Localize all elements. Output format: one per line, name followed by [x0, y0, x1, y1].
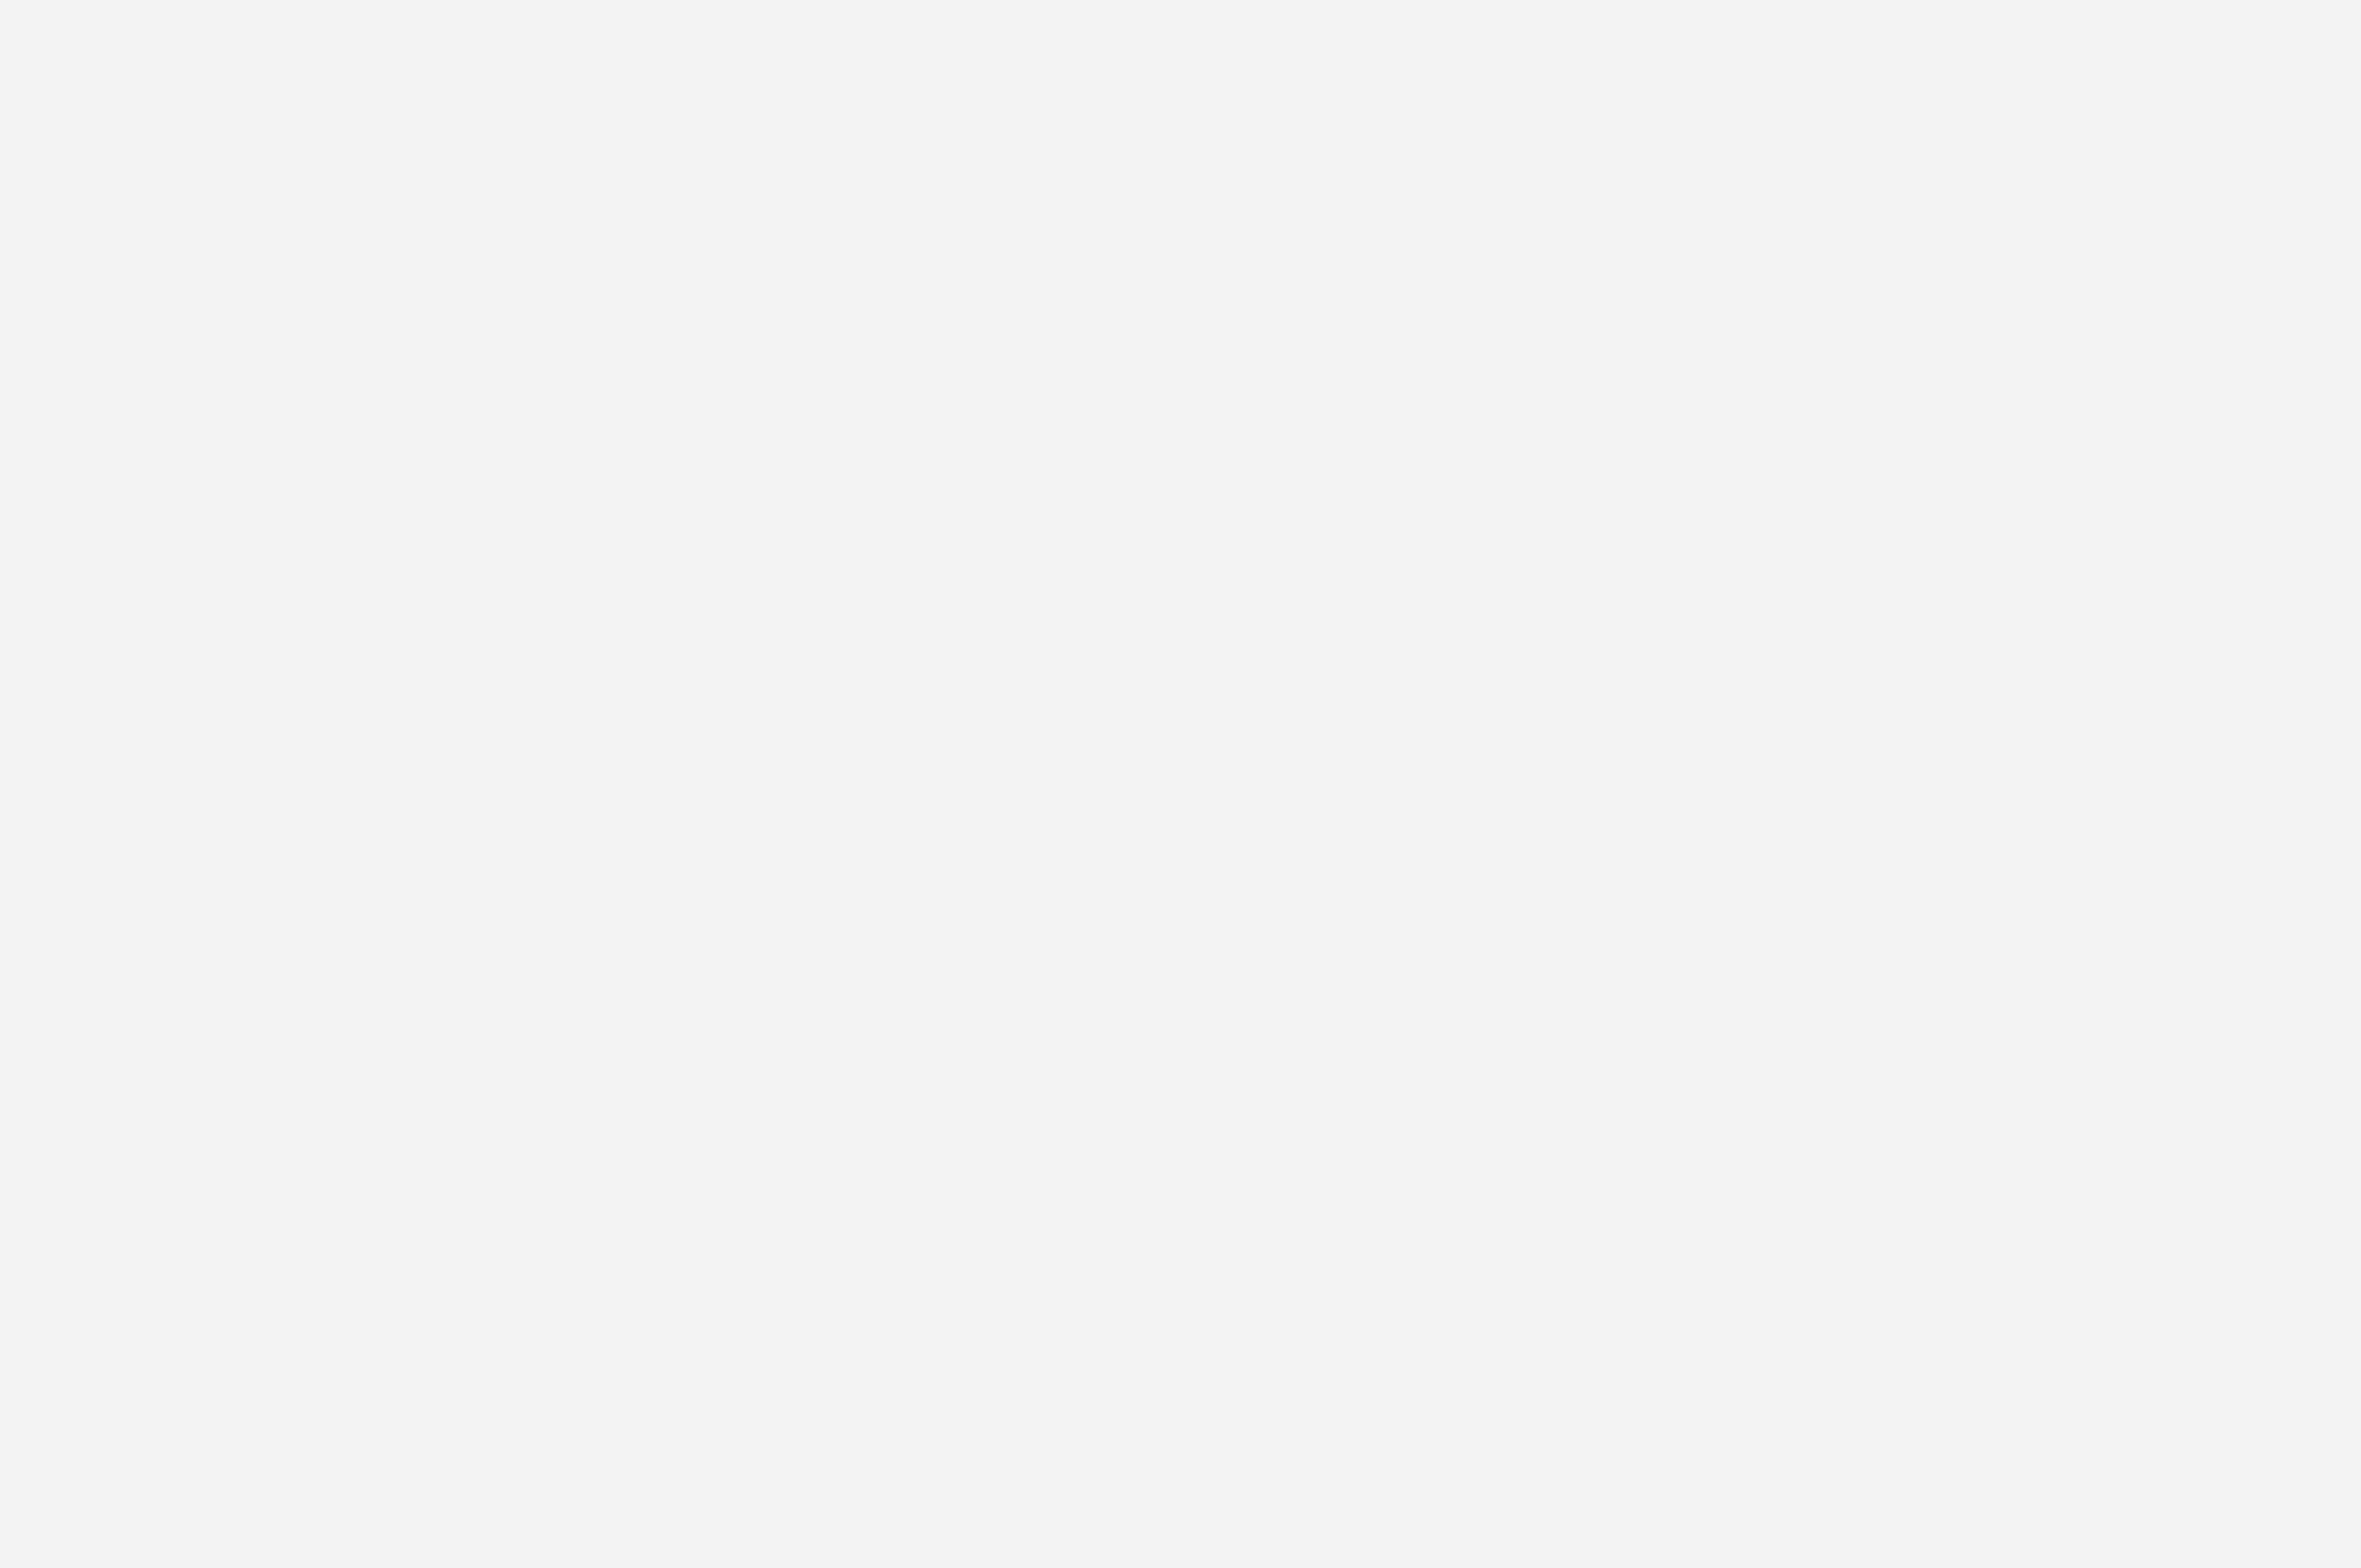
- spiral-binding: [30, 730, 2329, 839]
